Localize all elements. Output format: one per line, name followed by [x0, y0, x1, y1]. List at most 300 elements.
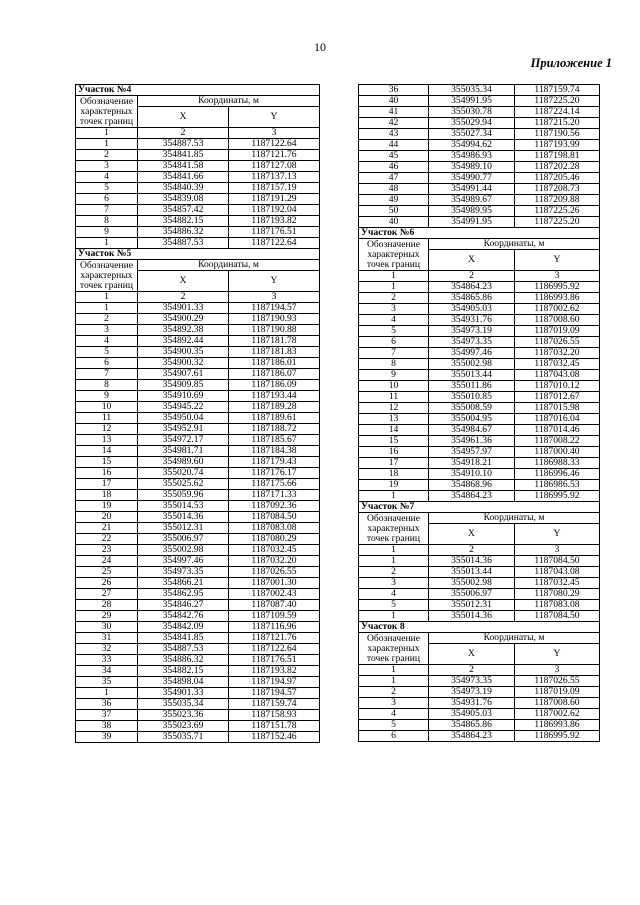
table-row: [76, 556, 320, 567]
table-row: [76, 534, 320, 545]
y-coordinate: 1187181.83: [229, 347, 320, 358]
table-row: [76, 523, 320, 534]
x-coordinate: 354842.76: [138, 611, 229, 622]
table-row: [359, 414, 600, 425]
point-id: 42: [359, 118, 429, 129]
point-id: 4: [359, 709, 429, 720]
point-id: 1: [359, 556, 429, 567]
x-coordinate: 355014.36: [138, 512, 229, 523]
column-number: 2: [429, 545, 515, 556]
table-row: [359, 151, 600, 162]
point-id: 22: [76, 534, 138, 545]
point-id: 10: [359, 381, 429, 392]
table-row: [76, 611, 320, 622]
y-coordinate: 1187109.59: [229, 611, 320, 622]
point-id: 6: [359, 337, 429, 348]
table-row: [359, 85, 600, 96]
column-number: 3: [229, 128, 320, 139]
x-coordinate: 355023.69: [138, 721, 229, 732]
x-coordinate: 354905.03: [429, 304, 515, 315]
y-coordinate: 1187026.55: [229, 567, 320, 578]
column-number: 1: [359, 271, 429, 282]
x-coordinate: 354910.69: [138, 391, 229, 402]
x-coordinate: 354989.95: [429, 206, 515, 217]
y-coordinate: 1187026.55: [515, 337, 600, 348]
y-coordinate: 1187185.67: [229, 435, 320, 446]
table-row: [76, 358, 320, 369]
left-column: [75, 84, 319, 743]
point-id: 5: [76, 347, 138, 358]
table-row: [359, 304, 600, 315]
y-coordinate: 1187176.51: [229, 227, 320, 238]
y-coordinate: 1187215.20: [515, 118, 600, 129]
y-coordinate: 1187080.29: [229, 534, 320, 545]
point-id: 9: [76, 227, 138, 238]
y-coordinate: 1187225.20: [515, 96, 600, 107]
right-column: [358, 84, 599, 742]
table-row: [76, 578, 320, 589]
point-id: 5: [359, 326, 429, 337]
y-coordinate: 1187194.97: [229, 677, 320, 688]
table-row: [76, 479, 320, 490]
table-row: [76, 238, 320, 249]
y-coordinate: 1187186.09: [229, 380, 320, 391]
table-row: [76, 183, 320, 194]
x-coordinate: 354905.03: [429, 709, 515, 720]
table-row: [359, 403, 600, 414]
appendix-title: Приложение 1: [530, 56, 612, 70]
section-title-row: [359, 228, 600, 239]
section-title-row: [76, 85, 320, 96]
y-coordinate: 1187176.51: [229, 655, 320, 666]
y-coordinate: 1187159.74: [229, 699, 320, 710]
coordinates-header: Координаты, м: [429, 513, 600, 524]
point-id: 26: [76, 578, 138, 589]
x-coordinate: 354882.15: [138, 666, 229, 677]
column-number-row: [76, 128, 320, 139]
x-coordinate: 355029.94: [429, 118, 515, 129]
x-coordinate: 355023.36: [138, 710, 229, 721]
table-row: [359, 676, 600, 687]
table-row: [359, 173, 600, 184]
point-id: 16: [359, 447, 429, 458]
table-row: [359, 392, 600, 403]
table-row: [359, 600, 600, 611]
point-id: 19: [76, 501, 138, 512]
table-row: [359, 491, 600, 502]
table-row: [359, 425, 600, 436]
point-id: 47: [359, 173, 429, 184]
table-row: [76, 139, 320, 150]
y-coordinate: 1187122.64: [229, 139, 320, 150]
y-coordinate: 1187008.22: [515, 436, 600, 447]
column-number-row: [359, 545, 600, 556]
section-title: Участок 8: [359, 622, 600, 633]
table-row: [359, 348, 600, 359]
x-coordinate: 354864.23: [429, 731, 515, 742]
table-row: [76, 655, 320, 666]
y-coordinate: 1187224.14: [515, 107, 600, 118]
point-id: 1: [76, 238, 138, 249]
x-coordinate: 354961.36: [429, 436, 515, 447]
table-row: [76, 567, 320, 578]
x-coordinate: 354907.61: [138, 369, 229, 380]
x-coordinate: 354991.95: [429, 96, 515, 107]
x-coordinate: 355002.98: [429, 578, 515, 589]
point-id: 46: [359, 162, 429, 173]
x-coordinate: 354973.35: [429, 337, 515, 348]
x-coordinate: 354991.44: [429, 184, 515, 195]
x-coordinate: 355002.98: [138, 545, 229, 556]
x-coordinate: 354868.96: [429, 480, 515, 491]
section-title-row: [359, 502, 600, 513]
x-coordinate: 355006.97: [429, 589, 515, 600]
x-coordinate: 354846.27: [138, 600, 229, 611]
y-coordinate: 1186995.92: [515, 282, 600, 293]
header-row: [76, 260, 320, 271]
y-coordinate: 1187193.99: [515, 140, 600, 151]
x-coordinate: 354841.85: [138, 150, 229, 161]
x-coordinate: 354957.97: [429, 447, 515, 458]
y-coordinate: 1187190.56: [515, 129, 600, 140]
table-row: [359, 436, 600, 447]
point-id: 38: [76, 721, 138, 732]
x-coordinate: 354945.22: [138, 402, 229, 413]
x-header: X: [429, 250, 515, 271]
x-coordinate: 354865.86: [429, 720, 515, 731]
x-coordinate: 354981.71: [138, 446, 229, 457]
table-row: [359, 709, 600, 720]
x-coordinate: 354892.38: [138, 325, 229, 336]
x-coordinate: 355012.31: [138, 523, 229, 534]
table-row: [359, 720, 600, 731]
column-number: 2: [138, 292, 229, 303]
table-row: [359, 293, 600, 304]
point-id: 2: [359, 567, 429, 578]
point-id: 3: [76, 161, 138, 172]
point-id: 3: [359, 578, 429, 589]
y-coordinate: 1187137.13: [229, 172, 320, 183]
coordinates-header: Координаты, м: [429, 633, 600, 644]
point-id: 15: [359, 436, 429, 447]
table-row: [76, 600, 320, 611]
table-row: [76, 446, 320, 457]
y-coordinate: 1187019.09: [515, 687, 600, 698]
y-coordinate: 1187188.72: [229, 424, 320, 435]
table-row: [359, 107, 600, 118]
table-row: [76, 424, 320, 435]
x-coordinate: 354841.66: [138, 172, 229, 183]
column-number: 3: [515, 665, 600, 676]
y-coordinate: 1187032.45: [229, 545, 320, 556]
x-coordinate: 354931.76: [429, 315, 515, 326]
y-coordinate: 1187084.50: [515, 611, 600, 622]
point-id: 2: [359, 293, 429, 304]
point-id: 9: [359, 370, 429, 381]
section-title: Участок №5: [76, 249, 320, 260]
point-id: 35: [76, 677, 138, 688]
x-coordinate: 354997.46: [429, 348, 515, 359]
table-row: [359, 195, 600, 206]
point-id: 12: [359, 403, 429, 414]
point-id: 10: [76, 402, 138, 413]
table-row: [359, 337, 600, 348]
x-coordinate: 354997.46: [138, 556, 229, 567]
x-coordinate: 354931.76: [429, 698, 515, 709]
column-number: 2: [138, 128, 229, 139]
x-header: X: [138, 271, 229, 292]
point-id: 1: [76, 139, 138, 150]
table-row: [359, 731, 600, 742]
table-row: [76, 303, 320, 314]
x-coordinate: 354901.33: [138, 303, 229, 314]
y-coordinate: 1187002.62: [515, 304, 600, 315]
point-id: 5: [76, 183, 138, 194]
table-row: [76, 490, 320, 501]
table-row: [359, 556, 600, 567]
x-coordinate: 355010.85: [429, 392, 515, 403]
x-coordinate: 354886.32: [138, 655, 229, 666]
x-coordinate: 354841.58: [138, 161, 229, 172]
table-row: [76, 216, 320, 227]
y-coordinate: 1187008.60: [515, 315, 600, 326]
table-row: [76, 336, 320, 347]
table-row: [359, 611, 600, 622]
table-row: [359, 567, 600, 578]
point-id: 14: [359, 425, 429, 436]
point-id: 3: [359, 698, 429, 709]
section-title: Участок №7: [359, 502, 600, 513]
point-id: 45: [359, 151, 429, 162]
table-row: [359, 370, 600, 381]
x-coordinate: 354887.53: [138, 139, 229, 150]
table-row: [359, 184, 600, 195]
column-number: 3: [515, 545, 600, 556]
point-id: 7: [76, 369, 138, 380]
table-row: [359, 381, 600, 392]
x-coordinate: 355012.31: [429, 600, 515, 611]
point-id: 13: [76, 435, 138, 446]
point-id: 1: [359, 491, 429, 502]
table-row: [76, 413, 320, 424]
y-coordinate: 1187043.08: [515, 567, 600, 578]
table-row: [76, 677, 320, 688]
x-coordinate: 355059.96: [138, 490, 229, 501]
x-coordinate: 354900.35: [138, 347, 229, 358]
column-number: 3: [229, 292, 320, 303]
x-coordinate: 355025.62: [138, 479, 229, 490]
y-coordinate: 1187032.45: [515, 578, 600, 589]
x-coordinate: 354989.60: [138, 457, 229, 468]
point-id: 41: [359, 107, 429, 118]
table-row: [76, 699, 320, 710]
table-row: [76, 688, 320, 699]
y-coordinate: 1187092.36: [229, 501, 320, 512]
table-row: [359, 480, 600, 491]
x-coordinate: 354994.62: [429, 140, 515, 151]
y-coordinate: 1187016.04: [515, 414, 600, 425]
header-row: [76, 96, 320, 107]
column-number: 1: [76, 292, 138, 303]
point-id: 11: [76, 413, 138, 424]
x-coordinate: 354862.95: [138, 589, 229, 600]
point-id: 2: [359, 687, 429, 698]
x-coordinate: 355035.34: [138, 699, 229, 710]
point-id: 23: [76, 545, 138, 556]
column-number: 2: [429, 271, 515, 282]
x-coordinate: 355020.74: [138, 468, 229, 479]
column-number: 2: [429, 665, 515, 676]
point-id: 37: [76, 710, 138, 721]
point-id: 28: [76, 600, 138, 611]
y-coordinate: 1187190.93: [229, 314, 320, 325]
table-row: [359, 217, 600, 228]
point-id: 40: [359, 96, 429, 107]
y-coordinate: 1187026.55: [515, 676, 600, 687]
x-coordinate: 354973.35: [138, 567, 229, 578]
y-header: Y: [515, 524, 600, 545]
table-row: [359, 687, 600, 698]
x-coordinate: 354842.09: [138, 622, 229, 633]
table-row: [76, 622, 320, 633]
table-row: [76, 710, 320, 721]
y-coordinate: 1187008.60: [515, 698, 600, 709]
x-coordinate: 354972.17: [138, 435, 229, 446]
y-coordinate: 1187175.66: [229, 479, 320, 490]
header-row: [359, 513, 600, 524]
point-id: 36: [359, 85, 429, 96]
table-row: [76, 369, 320, 380]
point-id: 12: [76, 424, 138, 435]
y-coordinate: 1187158.93: [229, 710, 320, 721]
table-row: [76, 194, 320, 205]
x-coordinate: 354952.91: [138, 424, 229, 435]
y-coordinate: 1187157.19: [229, 183, 320, 194]
y-coordinate: 1187116.96: [229, 622, 320, 633]
table-row: [76, 347, 320, 358]
y-coordinate: 1187191.29: [229, 194, 320, 205]
y-coordinate: 1187198.81: [515, 151, 600, 162]
x-coordinate: 354900.29: [138, 314, 229, 325]
point-id: 5: [359, 600, 429, 611]
table-row: [359, 359, 600, 370]
point-id: 5: [359, 720, 429, 731]
table-row: [76, 468, 320, 479]
x-coordinate: 355013.44: [429, 567, 515, 578]
point-id: 1: [76, 688, 138, 699]
x-coordinate: 354900.32: [138, 358, 229, 369]
y-coordinate: 1187151.78: [229, 721, 320, 732]
table-row: [76, 732, 320, 743]
table-row: [76, 314, 320, 325]
point-id: 11: [359, 392, 429, 403]
table-row: [359, 96, 600, 107]
column-number: 1: [76, 128, 138, 139]
coordinates-header: Координаты, м: [429, 239, 600, 250]
point-id: 30: [76, 622, 138, 633]
table-row: [76, 589, 320, 600]
designation-header: Обозначение характерных точек границ: [76, 260, 138, 292]
table-row: [359, 140, 600, 151]
point-id: 31: [76, 633, 138, 644]
point-id: 19: [359, 480, 429, 491]
point-id: 39: [76, 732, 138, 743]
table-row: [76, 644, 320, 655]
point-id: 4: [359, 589, 429, 600]
column-number-row: [359, 271, 600, 282]
point-id: 1: [76, 303, 138, 314]
point-id: 17: [76, 479, 138, 490]
table-row: [76, 435, 320, 446]
point-id: 20: [76, 512, 138, 523]
point-id: 44: [359, 140, 429, 151]
point-id: 4: [359, 315, 429, 326]
y-coordinate: 1187159.74: [515, 85, 600, 96]
x-coordinate: 355014.36: [429, 611, 515, 622]
x-coordinate: 355013.44: [429, 370, 515, 381]
y-coordinate: 1187000.40: [515, 447, 600, 458]
table-row: [359, 326, 600, 337]
table-row: [76, 380, 320, 391]
x-coordinate: 355035.71: [138, 732, 229, 743]
x-coordinate: 354973.19: [429, 687, 515, 698]
x-coordinate: 355035.34: [429, 85, 515, 96]
table-row: [359, 118, 600, 129]
y-coordinate: 1187080.29: [515, 589, 600, 600]
point-id: 49: [359, 195, 429, 206]
point-id: 17: [359, 458, 429, 469]
table-row: [359, 447, 600, 458]
table-row: [76, 457, 320, 468]
designation-header: Обозначение характерных точек границ: [359, 633, 429, 665]
point-id: 7: [359, 348, 429, 359]
point-id: 18: [76, 490, 138, 501]
y-coordinate: 1187019.09: [515, 326, 600, 337]
y-header: Y: [515, 250, 600, 271]
y-coordinate: 1187084.50: [515, 556, 600, 567]
x-header: X: [429, 524, 515, 545]
y-coordinate: 1187083.08: [229, 523, 320, 534]
point-id: 43: [359, 129, 429, 140]
table-row: [359, 458, 600, 469]
point-id: 14: [76, 446, 138, 457]
x-coordinate: 354991.95: [429, 217, 515, 228]
y-coordinate: 1187181.78: [229, 336, 320, 347]
x-coordinate: 355027.34: [429, 129, 515, 140]
y-coordinate: 1187121.76: [229, 150, 320, 161]
section-title-row: [359, 622, 600, 633]
y-coordinate: 1186988.33: [515, 458, 600, 469]
x-coordinate: 354866.21: [138, 578, 229, 589]
y-coordinate: 1187193.82: [229, 216, 320, 227]
x-coordinate: 354918.21: [429, 458, 515, 469]
y-coordinate: 1186995.92: [515, 731, 600, 742]
table-row: [359, 469, 600, 480]
x-header: X: [138, 107, 229, 128]
point-id: 9: [76, 391, 138, 402]
y-coordinate: 1187179.43: [229, 457, 320, 468]
y-coordinate: 1187208.73: [515, 184, 600, 195]
y-coordinate: 1187193.44: [229, 391, 320, 402]
y-coordinate: 1187043.08: [515, 370, 600, 381]
x-coordinate: 354986.93: [429, 151, 515, 162]
point-id: 34: [76, 666, 138, 677]
y-coordinate: 1187014.46: [515, 425, 600, 436]
point-id: 18: [359, 469, 429, 480]
point-id: 32: [76, 644, 138, 655]
x-coordinate: 354910.10: [429, 469, 515, 480]
x-coordinate: 355014.36: [429, 556, 515, 567]
